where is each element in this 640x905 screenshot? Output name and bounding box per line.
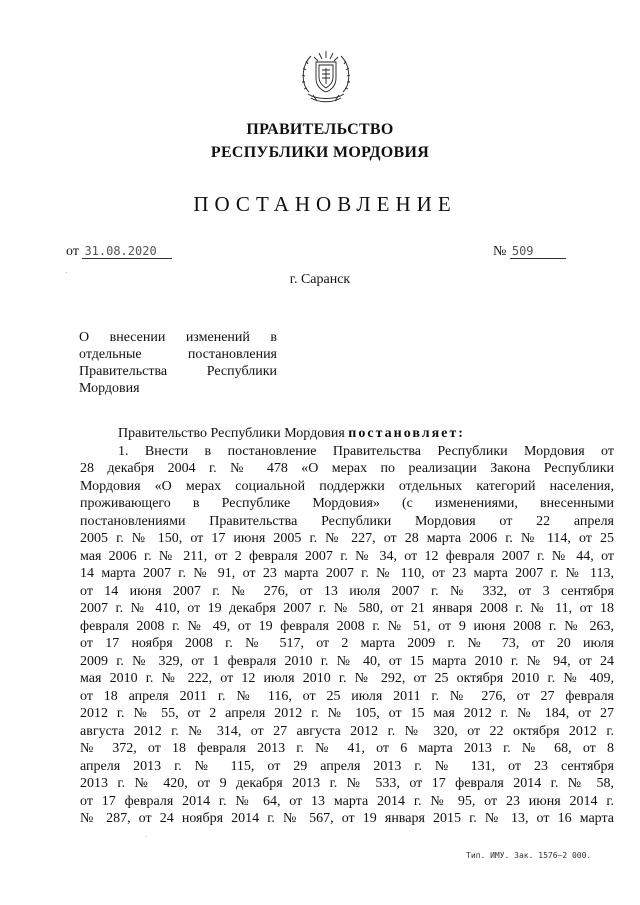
document-subject: О внесении изменений в отдельные постановления Правительства Республики Мордовия	[79, 330, 277, 396]
date-value: 31.08.2020	[82, 244, 172, 259]
body-line: 14 марта 2007 г. № 91, от 23 марта 2007 г. № 110, от 23 марта 2007 г. № 113,	[80, 566, 614, 581]
body-line: постановлениями Правительства Республики Мордовия от 22 апреля	[80, 513, 614, 529]
body-line: 2009 г. № 329, от 1 февраля 2010 г. № 40, от 15 марта 2010 г. № 94, от 24	[80, 653, 614, 669]
body-line: от 18 апреля 2011 г. № 116, от 25 июля 2011 г. № 276, от 27 февраля	[80, 688, 614, 704]
number-value: 509	[510, 244, 566, 259]
body-line: мая 2010 г. № 222, от 12 июля 2010 г. № 292, от 25 октября 2010 г. № 409,	[80, 671, 614, 686]
body-line: № 372, от 18 февраля 2013 г. № 41, от 6 марта 2013 г. № 68, от 8	[80, 741, 614, 756]
body-line: Мордовия «О мерах социальной поддержки отдельных категорий населения,	[80, 478, 614, 494]
intro-emphasis: постановляет:	[348, 426, 465, 441]
body-line: 2013 г. № 420, от 9 декабря 2013 г. № 533, от 17 февраля 2014 г. № 58,	[80, 776, 614, 791]
number-field	[493, 244, 566, 260]
number-prefix: №	[493, 244, 507, 259]
body-line: февраля 2008 г. № 49, от 19 февраля 2008 г. № 51, от 9 июня 2008 г. № 263,	[80, 618, 614, 634]
body-line: от 17 февраля 2014 г. № 64, от 13 марта 2014 г. № 95, от 23 июня 2014 г.	[80, 793, 614, 809]
intro-text: Правительство Республики Мордовия	[118, 426, 349, 441]
body-line: апреля 2013 г. № 115, от 29 апреля 2013 г. № 131, от 23 сентября	[80, 758, 614, 774]
body-line: от 17 ноября 2008 г. № 517, от 2 марта 2009 г. № 73, от 20 июля	[80, 636, 614, 651]
city-label: г. Саранск	[289, 272, 351, 287]
government-title-line1: ПРАВИТЕЛЬСТВО	[246, 121, 394, 138]
body-line: проживающего в Республике Мордовия» (с изменениями, внесенными	[80, 496, 614, 511]
date-field	[66, 244, 172, 260]
body-line: августа 2012 г. № 314, от 27 августа 2012 г. № 320, от 22 октября 2012 г.	[80, 723, 614, 739]
date-prefix: от	[66, 244, 79, 259]
body-line: от 14 июня 2007 г. № 276, от 13 июля 2007 г. № 332, от 3 сентября	[80, 583, 614, 599]
body-line: мая 2006 г. № 211, от 2 февраля 2007 г. № 34, от 12 февраля 2007 г. № 44, от	[80, 548, 614, 564]
body-line: 28 декабря 2004 г. № 478 «О мерах по реализации Закона Республики	[80, 461, 614, 476]
body-lines	[80, 443, 614, 828]
print-footer: Тип. ИМУ. Зак. 1576—2 000.	[466, 851, 592, 860]
body-line: № 287, от 24 ноября 2014 г. № 567, от 19 января 2015 г. № 13, от 16 марта	[80, 811, 614, 826]
body-line: 2007 г. № 410, от 19 декабря 2007 г. № 580, от 21 января 2008 г. № 11, от 18	[80, 601, 614, 616]
document-type-title: ПОСТАНОВЛЕНИЕ	[193, 192, 457, 216]
body-line: 1. Внести в постановление Правительства Республики Мордовия от	[118, 443, 614, 459]
body-line: 2005 г. № 150, от 17 июня 2005 г. № 227, от 28 марта 2006 г. № 114, от 25	[80, 531, 614, 546]
intro-line	[80, 425, 614, 443]
document-body	[80, 425, 614, 828]
coat-of-arms-emblem-icon	[299, 48, 353, 106]
body-line: 2012 г. № 55, от 2 апреля 2012 г. № 105, от 15 мая 2012 г. № 184, от 27	[80, 706, 614, 721]
government-title-line2: РЕСПУБЛИКИ МОРДОВИЯ	[210, 144, 430, 161]
